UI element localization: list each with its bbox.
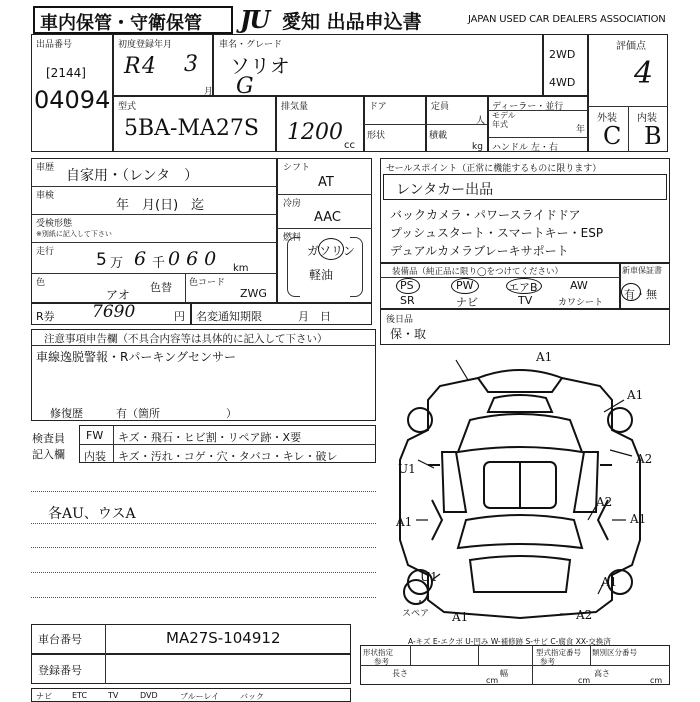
dealer-label: ディーラー・並行 <box>492 102 564 112</box>
damage-mark-4: U1 <box>398 462 416 476</box>
recycle-value: 7690 <box>92 302 136 322</box>
damage-mark-10: A1 <box>601 575 618 589</box>
history-value: 自家用・（レンタ ） <box>66 168 199 184</box>
bottom-label-2: ETC <box>72 691 88 700</box>
damage-mark-11: A2 <box>576 608 593 622</box>
length-label: 長さ <box>392 669 408 678</box>
exterior-grade: C <box>603 122 622 150</box>
shape-ref-label: 参考 <box>374 657 389 666</box>
load-unit: kg <box>472 142 483 152</box>
color-code: ZWG <box>240 287 267 300</box>
fw-text: キズ・飛石・ヒビ割・リペア跡・X要 <box>118 431 302 444</box>
damage-legend: A-キズ E-エクボ U-凹み W-補修跡 S-サビ C-腐食 XX-交換済 <box>408 637 611 646</box>
color-value: アオ <box>106 288 130 302</box>
model-spec-label: 型式指定番号 <box>536 648 581 657</box>
certification-note: ※別紙に記入して下さい <box>36 230 112 238</box>
damage-mark-8: U1 <box>420 570 438 584</box>
lot-sub: [2144] <box>46 66 86 80</box>
equip-aw: AW <box>570 279 588 292</box>
recycle-unit: 円 <box>174 310 185 323</box>
name-notice-label: 名変通知期限 <box>196 310 262 323</box>
damage-mark-2: A1 <box>627 388 644 402</box>
selling-line-1: バックカメラ・パワースライドドア <box>390 208 581 222</box>
damage-mark-1: A1 <box>536 350 553 364</box>
equip-pw: PW <box>456 279 474 292</box>
damage-mark-3: A2 <box>636 452 653 466</box>
damage-mark-7: A1 <box>396 515 413 529</box>
bottom-label-5: ブルーレイ <box>180 692 220 701</box>
mileage-rest: 060 <box>168 248 223 270</box>
lot-label: 出品番号 <box>36 40 73 50</box>
rear-value: 保・取 <box>390 327 427 341</box>
selling-points-title: セールスポイント（正常に機能するものに限ります） <box>386 164 602 174</box>
shape-label: 形状 <box>367 131 386 141</box>
equip-sr: SR <box>400 294 415 307</box>
shift-label: シフト <box>283 163 311 173</box>
fuel-diesel: 軽油 <box>309 268 334 282</box>
spec-ref2-label: 参考 <box>540 657 555 666</box>
fuel-gas: ガソリン <box>307 244 356 258</box>
capacity-label: 定員 <box>431 102 450 112</box>
interior-label: 内装 <box>637 113 657 124</box>
drive-4wd: 4WD <box>549 76 576 89</box>
model-year-unit: 年 <box>576 125 586 135</box>
rating-label: 評価点 <box>616 41 646 52</box>
rating-score: 4 <box>634 56 654 91</box>
class-spec-label: 類別区分番号 <box>592 648 637 657</box>
door-label: ドア <box>369 102 387 112</box>
interior-grade: B <box>644 122 662 150</box>
car-grade: G <box>236 74 254 99</box>
form-title: 愛知 出品申込書 <box>282 11 422 33</box>
bottom-label-6: バック <box>240 692 264 701</box>
inspector-label-1: 検査員 <box>32 432 65 445</box>
registration-month-unit: 月 <box>204 87 214 97</box>
model-year-label: モデル 年式 <box>492 111 516 129</box>
warranty-value: 有・無 <box>624 288 657 301</box>
notes-title: 注意事項申告欄（不具合内容等は具体的に記入して下さい） <box>44 333 328 345</box>
shape-spec-label: 形状指定 <box>363 648 393 657</box>
history-label: 車歴 <box>36 163 55 173</box>
bottom-label-4: DVD <box>140 691 158 700</box>
model-value: 5BA-MA27S <box>124 116 259 141</box>
damage-mark-5: A2 <box>596 495 613 509</box>
inspection-label: 車検 <box>36 191 55 201</box>
inspection-value: 年 月(日) 迄 <box>116 198 205 213</box>
recycle-label: R券 <box>36 310 55 323</box>
car-name: ソリオ <box>230 54 290 78</box>
name-notice-value: 月 日 <box>298 310 331 323</box>
aircon-value: AAC <box>314 210 341 225</box>
displacement-label: 排気量 <box>281 102 309 112</box>
mileage-sen-unit: 千 <box>152 256 166 271</box>
stamp-text: 車内保管・守衛保管 <box>40 13 202 34</box>
damage-mark-6: A1 <box>630 512 647 526</box>
aircon-label: 冷房 <box>283 199 302 209</box>
equip-tv: TV <box>518 294 533 307</box>
color-change-label: 色替 <box>150 281 172 294</box>
chassis-number: MA27S-104912 <box>166 629 281 647</box>
color-code-label: 色コード <box>189 278 226 288</box>
height-label: 高さ <box>594 669 610 678</box>
width-label: 幅 <box>500 669 508 678</box>
equipment-title: 装備品（純正品に限り◯をつけてください） <box>392 267 564 277</box>
fw-label: FW <box>86 429 104 442</box>
interior-inspect-label: 内装 <box>84 450 106 463</box>
drive-2wd: 2WD <box>549 48 576 61</box>
handle-label: ハンドル 左・右 <box>492 143 558 153</box>
displacement-value: 1200 <box>287 120 343 145</box>
registration-month: 3 <box>184 52 198 77</box>
model-label: 型式 <box>118 102 137 112</box>
equip-kawa: カワシート <box>558 298 604 308</box>
color-label: 色 <box>36 278 46 288</box>
bottom-label-1: ナビ <box>36 692 52 701</box>
chassis-label: 車台番号 <box>38 633 82 646</box>
mileage-label: 走行 <box>36 247 55 257</box>
length-unit: cm <box>486 676 499 685</box>
mileage-unit: km <box>233 263 249 274</box>
warranty-title: 新車保証書 <box>622 266 662 275</box>
height-unit: cm <box>650 676 663 685</box>
reg-number-label: 登録番号 <box>38 664 82 677</box>
capacity-unit: 人 <box>476 116 486 126</box>
width-unit: cm <box>578 676 591 685</box>
repair-label: 修復歴 <box>50 407 83 420</box>
exterior-label: 外装 <box>597 113 617 124</box>
fuel-label: 燃料 <box>283 233 302 243</box>
notes-text: 車線逸脱警報・Rパーキングセンサー <box>36 350 236 364</box>
spare-label: スペア <box>402 609 430 619</box>
mileage-sen: 6 <box>134 248 147 270</box>
registration-year: 4 <box>142 54 156 79</box>
selling-line-3: デュアルカメラブレーキサポート <box>390 244 569 258</box>
ju-logo-icon: JU <box>240 5 269 34</box>
association-name: JAPAN USED CAR DEALERS ASSOCIATION <box>468 14 666 25</box>
registration-era: R <box>124 54 141 79</box>
selling-headline: レンタカー出品 <box>396 182 494 198</box>
equip-navi: ナビ <box>456 296 478 309</box>
inspector-label-2: 記入欄 <box>32 448 65 461</box>
equip-ps: PS <box>400 279 414 292</box>
shift-value: AT <box>318 175 334 190</box>
rear-label: 後日品 <box>386 315 414 325</box>
bottom-label-3: TV <box>108 691 119 700</box>
interior-inspect-text: キズ・汚れ・コゲ・穴・タバコ・キレ・破レ <box>118 450 338 463</box>
selling-line-2: プッシュスタート・スマートキー・ESP <box>390 226 604 240</box>
repair-value: 有（箇所 ） <box>116 407 237 420</box>
equip-airbag: エアB <box>508 281 538 294</box>
certification-label: 受検形態 <box>36 219 73 229</box>
load-label: 積載 <box>429 131 448 141</box>
mileage-man: 5 <box>96 250 107 270</box>
lot-number: 04094 <box>34 86 111 114</box>
mileage-man-unit: 万 <box>110 256 124 271</box>
displacement-unit: cc <box>344 140 355 151</box>
car-name-label: 車名・グレード <box>219 40 283 50</box>
remark-text: 各AU、ウスA <box>48 506 136 522</box>
registration-label: 初度登録年月 <box>118 40 173 50</box>
damage-mark-9: A1 <box>452 610 469 624</box>
